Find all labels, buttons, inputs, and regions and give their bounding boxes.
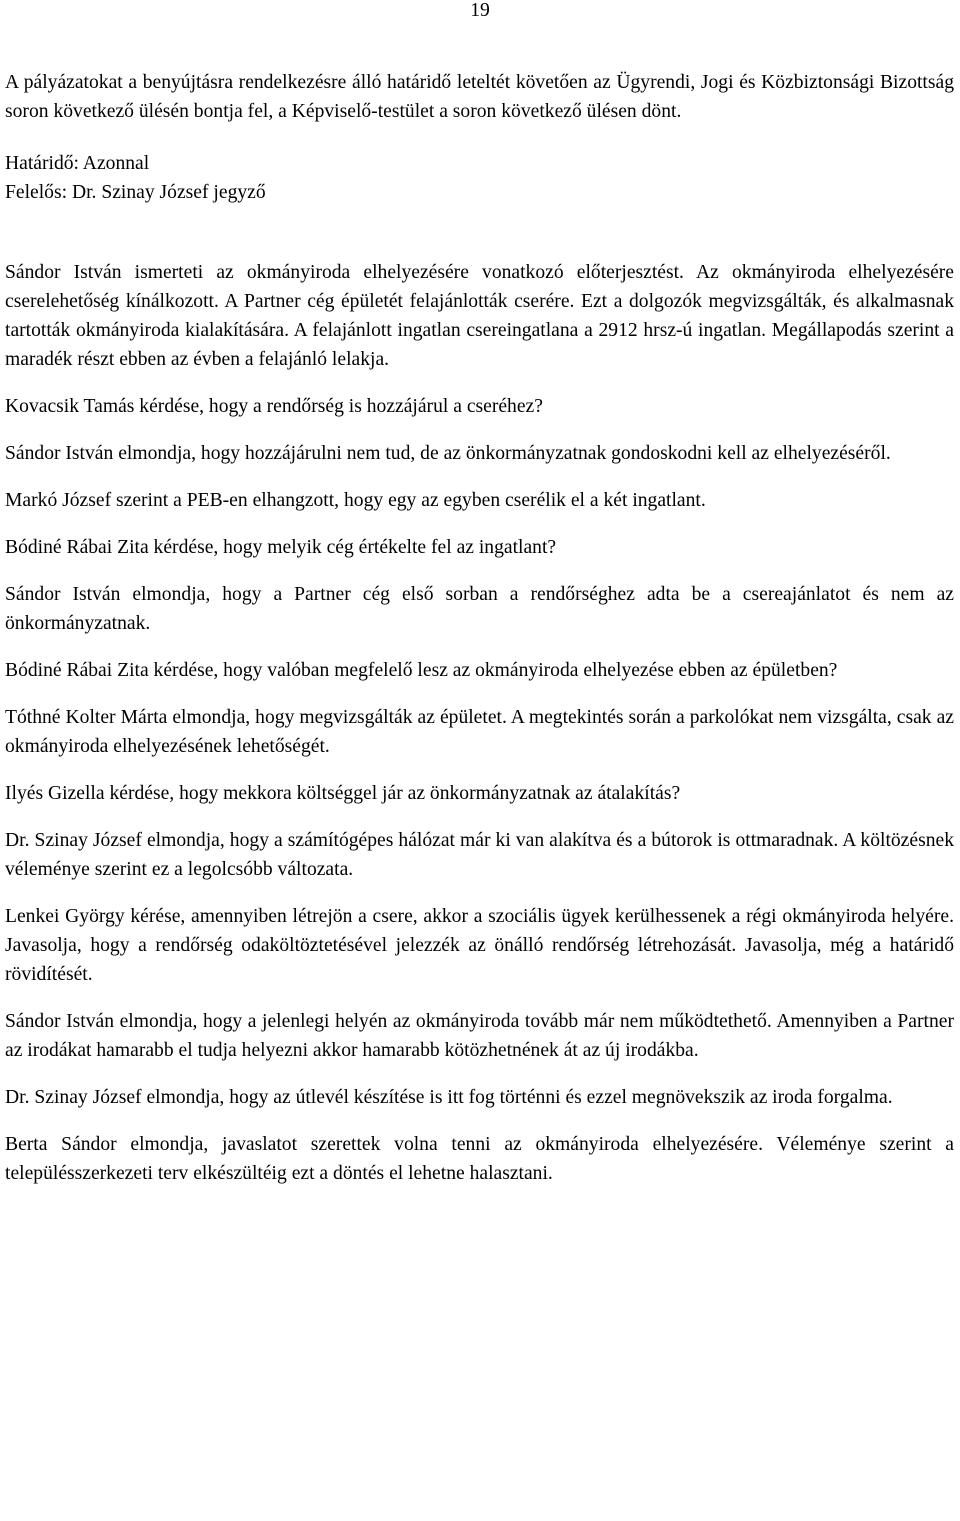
paragraph-szinay-statement-2: Dr. Szinay József elmondja, hogy az útlevél készítése is itt fog történni és ezzel megnövekszik az iroda forgalma. (5, 1087, 893, 1108)
paragraph-tothne-statement: Tóthné Kolter Márta elmondja, hogy megvizsgálták az épületet. A megtekintés során a parkolókat nem vizsgálta, csak az okmányiroda elhelyezésének lehetőségét. (5, 707, 954, 757)
deadline-line: Határidő: Azonnal (5, 153, 150, 174)
paragraph-berta-statement: Berta Sándor elmondja, javaslatot szerettek volna tenni az okmányiroda elhelyezésére. Véleménye szerint a településszerkezeti terv elkészültéig ezt a döntés el lehetne halasztani. (5, 1134, 954, 1184)
paragraph-ilyes-question: Ilyés Gizella kérdése, hogy mekkora költséggel jár az önkormányzatnak az átalakítás? (5, 783, 681, 804)
paragraph-lenkei-request: Lenkei György kérése, amennyiben létrejön a csere, akkor a szociális ügyek kerülhessenek a régi okmányiroda helyére. Javasolja, hogy a rendőrség odaköltöztetésével jelezzék az önálló rendőrség létrehozását. Javasolja, még a határidő rövidítését. (5, 906, 954, 985)
paragraph-sandor-presentation: Sándor István ismerteti az okmányiroda elhelyezésére vonatkozó előterjesztést. Az okmányiroda elhelyezésére cserelehetőség kínálkozott. A Partner cég épületét felajánlották cserére. Ezt a dolgozók megvizsgálták, és alkalmasnak tartották okmányiroda kialakítására. A felajánlott ingatlan csereingatlana a 2912 hrsz-ú ingatlan. Megállapodás szerint a maradék részt ebben az évben a felajánló lelakja. (5, 262, 954, 370)
paragraph-tender-opening: A pályázatokat a benyújtásra rendelkezésre álló határidő leteltét követően az Ügyrendi, Jogi és Közbiztonsági Bizottság soron következő ülésén bontja fel, a Képviselő-testület a soron következő ülésen dönt. (5, 72, 954, 122)
paragraph-sandor-reply-2: Sándor István elmondja, hogy a Partner cég első sorban a rendőrséghez adta be a csereajánlatot és nem az önkormányzatnak. (5, 584, 954, 634)
responsible-line: Felelős: Dr. Szinay József jegyző (5, 182, 266, 203)
paragraph-bodine-question-1: Bódiné Rábai Zita kérdése, hogy melyik cég értékelte fel az ingatlant? (5, 537, 557, 558)
paragraph-bodine-question-2: Bódiné Rábai Zita kérdése, hogy valóban megfelelő lesz az okmányiroda elhelyezése ebben az épületben? (5, 660, 838, 681)
paragraph-szinay-statement-1: Dr. Szinay József elmondja, hogy a számítógépes hálózat már ki van alakítva és a bútorok is ottmaradnak. A költözésnek véleménye szerint ez a legolcsóbb változata. (5, 830, 954, 880)
paragraph-sandor-reply-1: Sándor István elmondja, hogy hozzájárulni nem tud, de az önkormányzatnak gondoskodni kell az elhelyezéséről. (5, 443, 891, 464)
paragraph-sandor-reply-3: Sándor István elmondja, hogy a jelenlegi helyén az okmányiroda tovább már nem működtethető. Amennyiben a Partner az irodákat hamarabb el tudja helyezni akkor hamarabb kötözhetnének át az új irodákba. (5, 1011, 954, 1061)
paragraph-kovacsik-question: Kovacsik Tamás kérdése, hogy a rendőrség is hozzájárul a cseréhez? (5, 396, 543, 417)
paragraph-marko-statement: Markó József szerint a PEB-en elhangzott, hogy egy az egyben cserélik el a két ingatlant. (5, 490, 706, 511)
page-number: 19 (470, 0, 490, 21)
document-body (5, 68, 954, 1188)
